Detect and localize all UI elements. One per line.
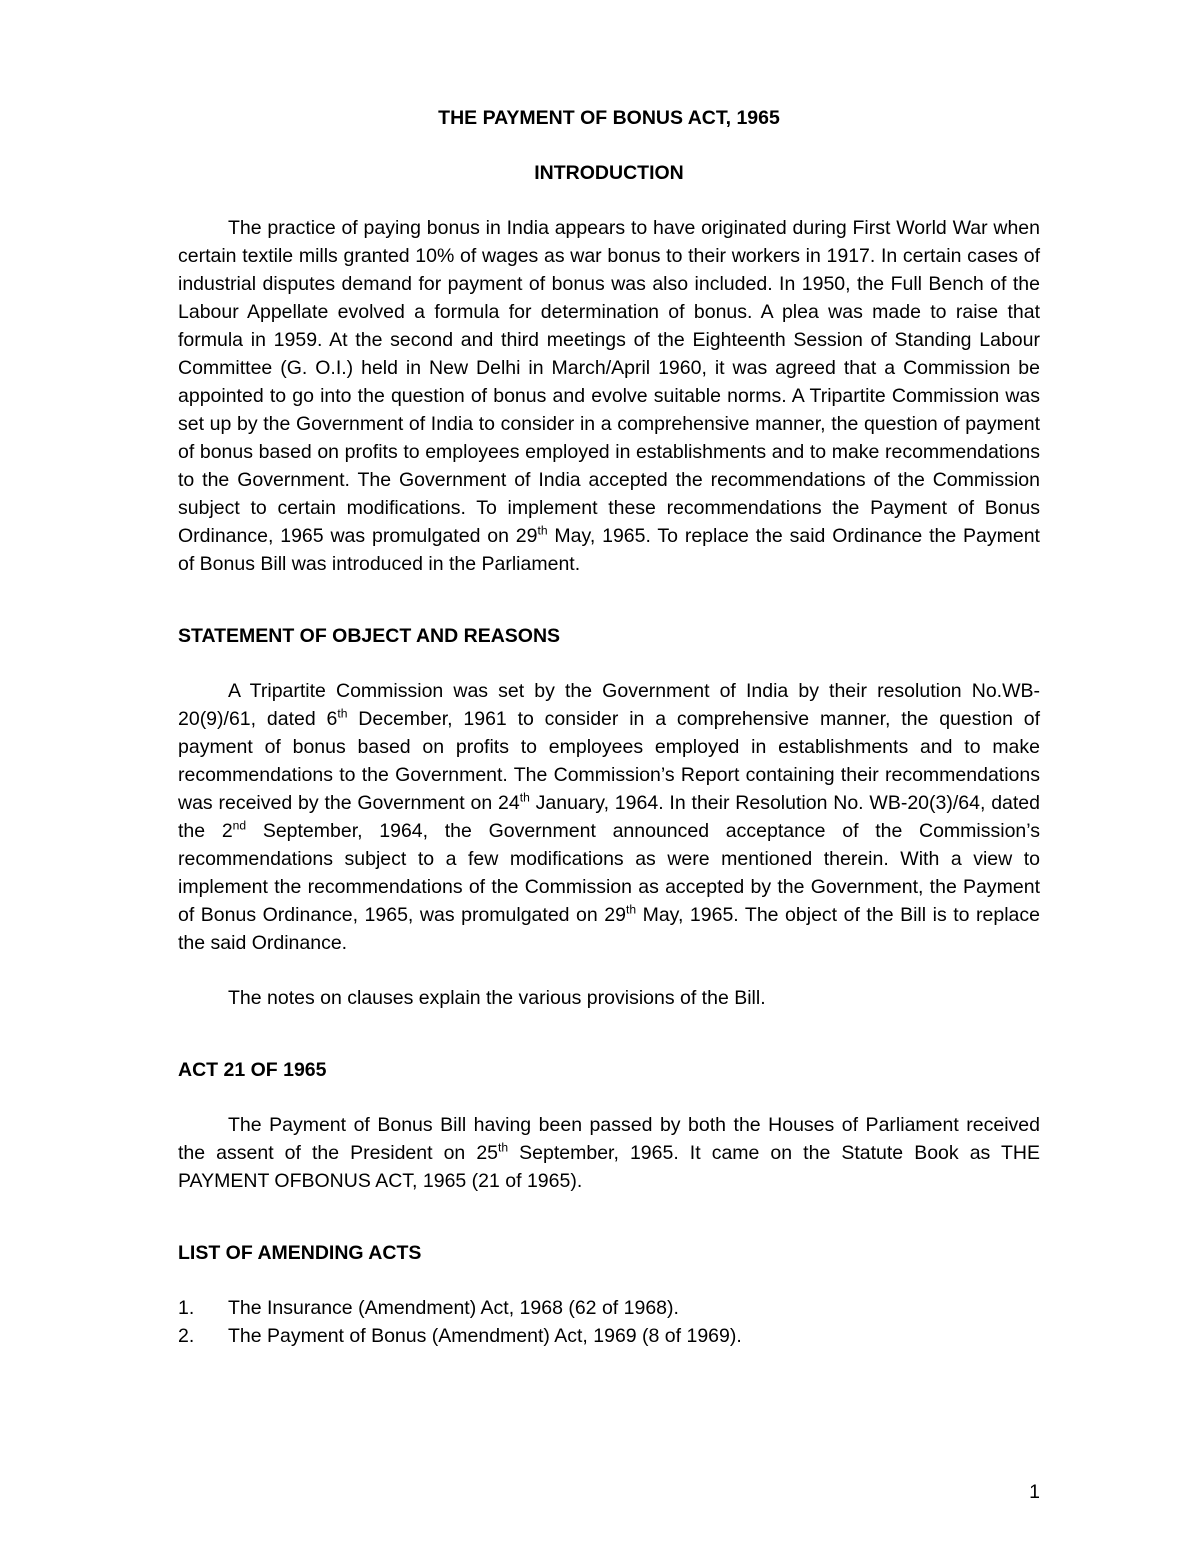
document-title: THE PAYMENT OF BONUS ACT, 1965: [438, 107, 780, 129]
paragraph: A Tripartite Commission was set by the Government of India by their resolution No.WB-20(9)/61, dated 6th December, 1961 to consider in a comprehensive manner, the question of payment of bonus based on profits to employees employed in establishments and to make recommendations to the Government. The Commission’s Report containing their recommendations was received by the Government on 24th January, 1964. In their Resolution No. WB-20(3)/64, dated the 2nd September, 1964, the Government announced acceptance of the Commission’s recommendations subject to a few modifications as were mentioned therein. With a view to implement the recommendations of the Commission as accepted by the Government, the Payment of Bonus Ordinance, 1965, was promulgated on 29th May, 1965. The object of the Bill is to replace the said Ordinance.: [178, 680, 1041, 954]
paragraph: The practice of paying bonus in India appears to have originated during First World War when certain textile mills granted 10% of wages as war bonus to their workers in 1917. In certain cases of industrial disputes demand for payment of bonus was also included. In 1950, the Full Bench of the Labour Appellate evolved a formula for determination of bonus. A plea was made to raise that formula in 1959. At the second and third meetings of the Eighteenth Session of Standing Labour Committee (G. O.I.) held in New Delhi in March/April 1960, it was agreed that a Commission be appointed to go into the question of bonus and evolve suitable norms. A Tripartite Commission was set up by the Government of India to consider in a comprehensive manner, the question of payment of bonus based on profits to employees employed in establishments and to make recommendations to the Government. The Government of India accepted the recommendations of the Commission subject to certain modifications. To implement these recommendations the Payment of Bonus Ordinance, 1965 was promulgated on 29th May, 1965. To replace the said Ordinance the Payment of Bonus Bill was introduced in the Parliament.: [178, 217, 1040, 575]
list-text: The Payment of Bonus (Amendment) Act, 1969 (8 of 1969).: [228, 1325, 742, 1347]
list-item: [178, 1322, 1040, 1350]
superscript: th: [537, 523, 548, 538]
section-heading: ACT 21 OF 1965: [178, 1059, 327, 1081]
superscript: th: [625, 902, 637, 917]
numbered-list: [178, 1294, 1040, 1350]
paragraph: The notes on clauses explain the various provisions of the Bill.: [228, 987, 766, 1009]
list-number: 2.: [178, 1325, 195, 1347]
list-number: 1.: [178, 1297, 195, 1319]
page-number: 1: [1029, 1481, 1040, 1503]
section-heading: STATEMENT OF OBJECT AND REASONS: [178, 625, 561, 647]
superscript: th: [337, 706, 348, 721]
list-text: The Insurance (Amendment) Act, 1968 (62 of 1968).: [228, 1297, 679, 1319]
superscript: nd: [232, 818, 247, 833]
list-item: [178, 1294, 1040, 1322]
superscript: th: [519, 790, 530, 805]
section-heading: INTRODUCTION: [534, 162, 684, 184]
paragraph: The Payment of Bonus Bill having been passed by both the Houses of Parliament received the assent of the President on 25th September, 1965. It came on the Statute Book as THE PAYMENT OFBONUS ACT, 1965 (21 of 1965).: [178, 1114, 1040, 1192]
superscript: th: [498, 1140, 509, 1155]
section-heading: LIST OF AMENDING ACTS: [178, 1242, 422, 1264]
